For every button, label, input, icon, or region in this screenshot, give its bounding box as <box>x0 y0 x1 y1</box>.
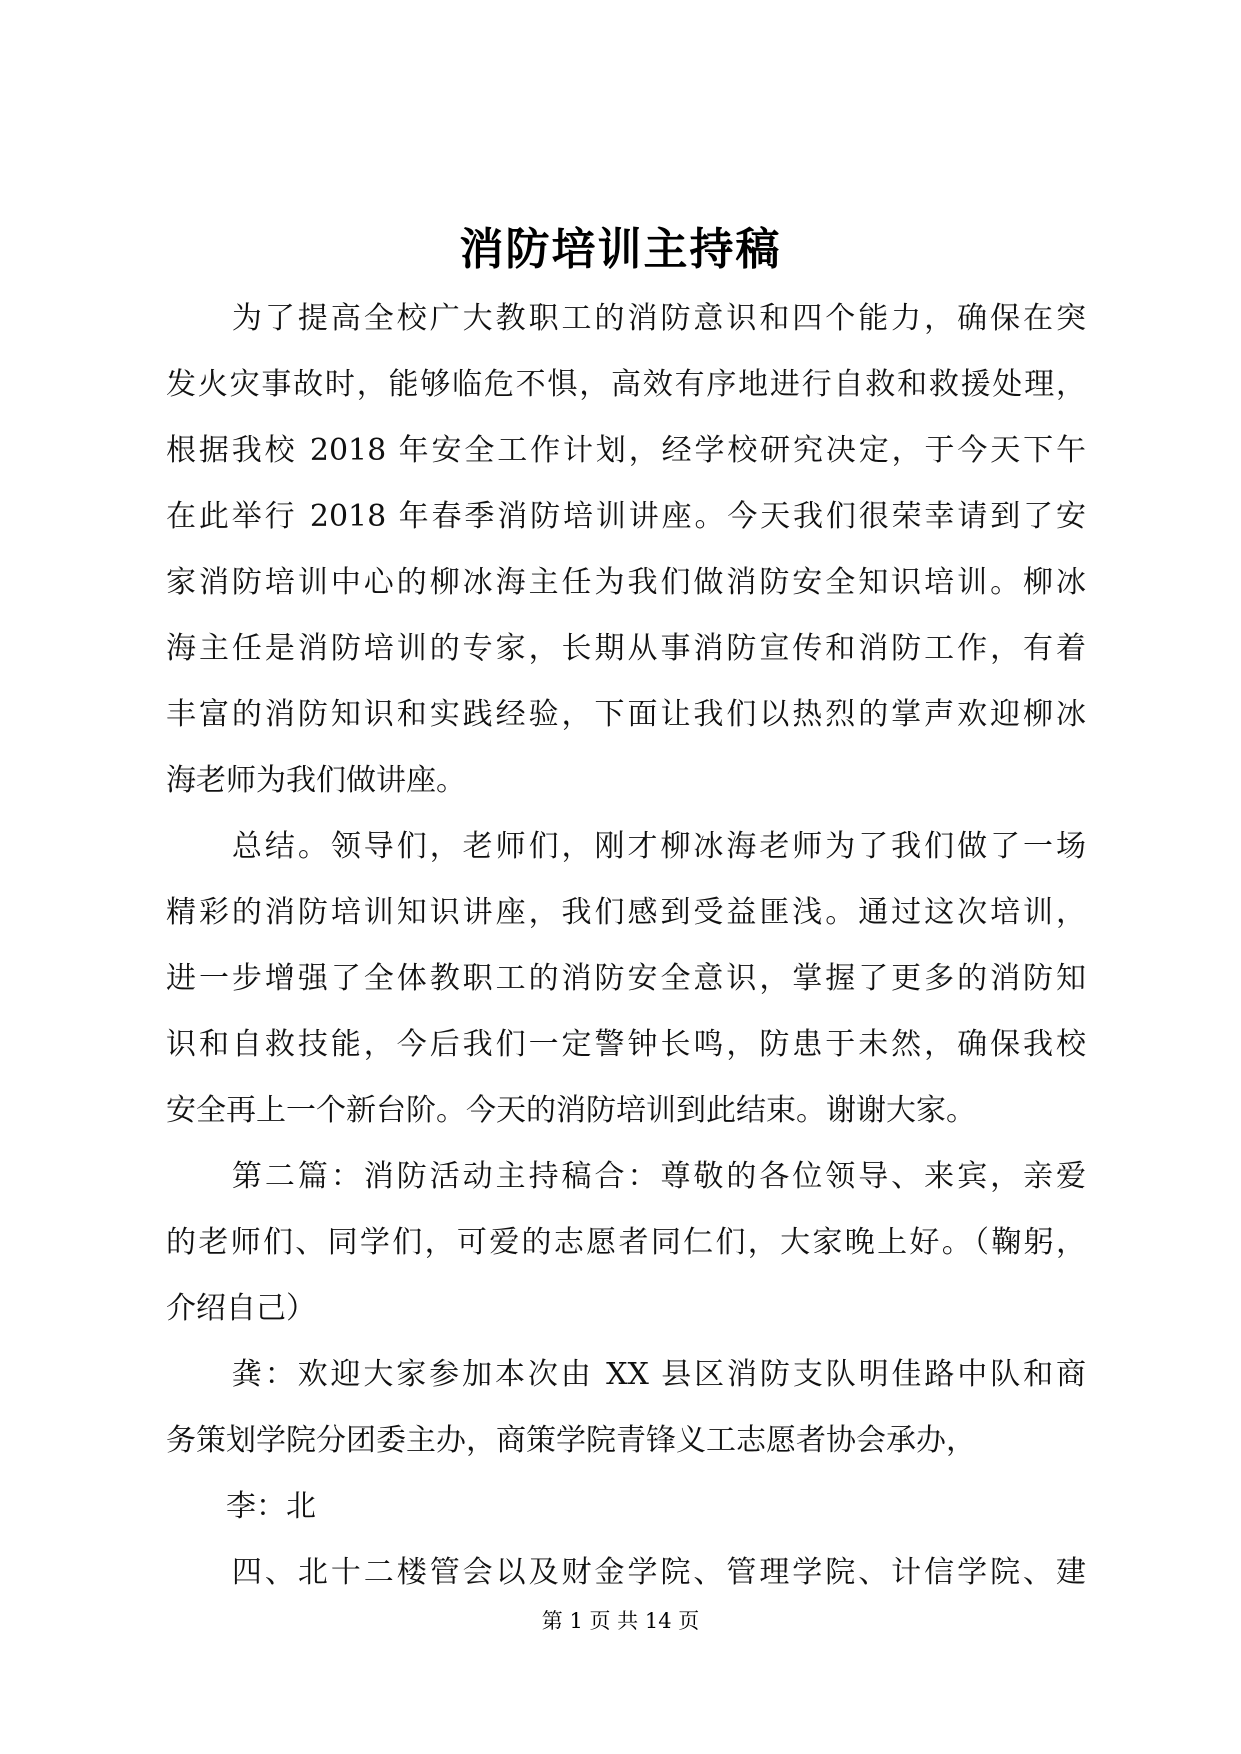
body-line: 为了提高全校广大教职工的消防意识和四个能力，确保在突 <box>166 301 1086 336</box>
body-line: 安全再上一个新台阶。今天的消防培训到此结束。谢谢大家。 <box>166 1093 976 1128</box>
body-line: 务策划学院分团委主办，商策学院青锋义工志愿者协会承办， <box>166 1423 976 1458</box>
body-line: 发火灾事故时，能够临危不惧，高效有序地进行自救和救援处理， <box>166 367 1086 402</box>
document-title: 消防培训主持稿 <box>459 224 782 275</box>
body-line: 四、北十二楼管会以及财金学院、管理学院、计信学院、建 <box>166 1555 1086 1590</box>
body-line: 进一步增强了全体教职工的消防安全意识，掌握了更多的消防知 <box>166 961 1086 996</box>
body-line: 第二篇：消防活动主持稿合：尊敬的各位领导、来宾，亲爱 <box>166 1159 1086 1194</box>
body-line: 的老师们、同学们，可爱的志愿者同仁们，大家晚上好。（鞠躬， <box>166 1225 1086 1260</box>
body-line: 家消防培训中心的柳冰海主任为我们做消防安全知识培训。柳冰 <box>166 565 1086 600</box>
body-line: 龚：欢迎大家参加本次由 XX 县区消防支队明佳路中队和商 <box>166 1357 1086 1392</box>
body-line: 总结。领导们，老师们，刚才柳冰海老师为了我们做了一场 <box>166 829 1086 864</box>
page-number-footer: 第 1 页 共 14 页 <box>541 1609 700 1633</box>
body-line: 在此举行 2018 年春季消防培训讲座。今天我们很荣幸请到了安 <box>166 499 1086 534</box>
body-line: 精彩的消防培训知识讲座，我们感到受益匪浅。通过这次培训， <box>166 895 1086 930</box>
body-line: 海主任是消防培训的专家，长期从事消防宣传和消防工作，有着 <box>166 631 1086 666</box>
body-line: 丰富的消防知识和实践经验，下面让我们以热烈的掌声欢迎柳冰 <box>166 697 1086 732</box>
body-line: 介绍自己） <box>166 1291 316 1326</box>
body-line: 李：北 <box>166 1489 316 1524</box>
body-line: 海老师为我们做讲座。 <box>166 763 466 798</box>
body-line: 识和自救技能，今后我们一定警钟长鸣，防患于未然，确保我校 <box>166 1027 1086 1062</box>
body-line: 根据我校 2018 年安全工作计划，经学校研究决定，于今天下午 <box>166 433 1086 468</box>
